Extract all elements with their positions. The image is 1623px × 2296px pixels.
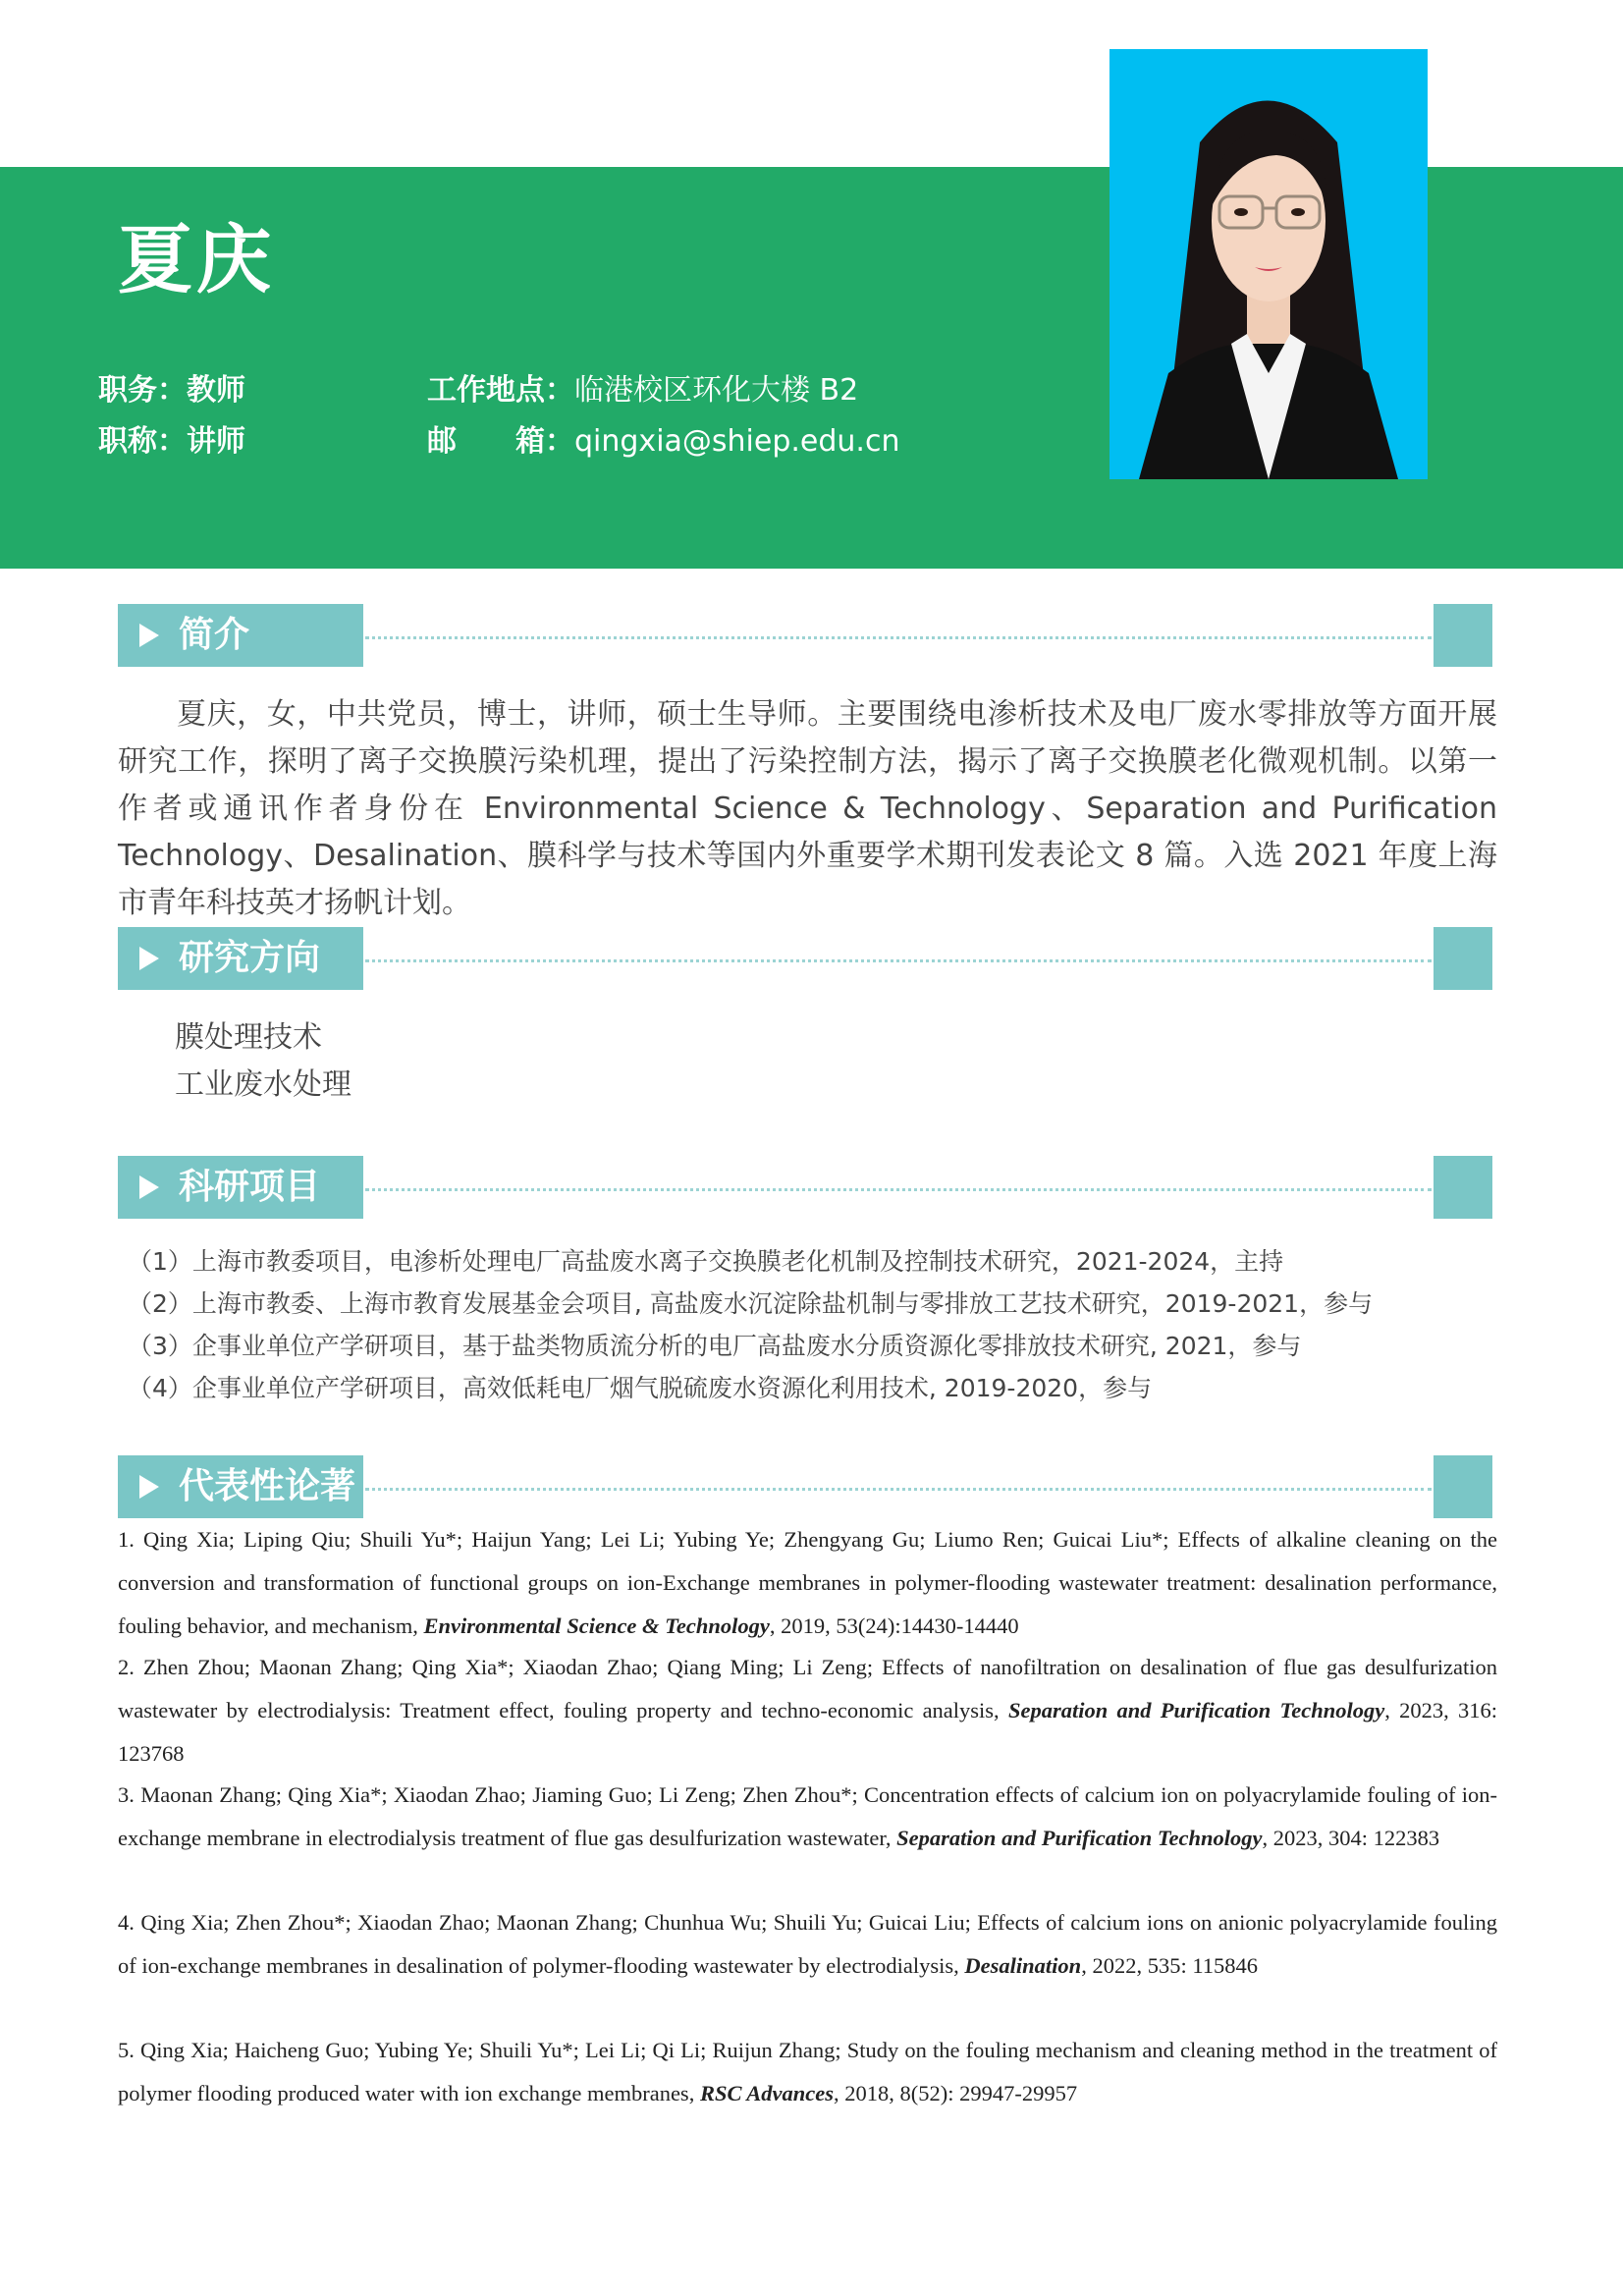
section-title-projects: 科研项目 (179, 1167, 321, 1207)
portrait-illustration (1109, 49, 1428, 479)
paper-item (118, 2029, 1497, 2115)
section-divider (365, 959, 1432, 962)
person-name: 夏庆 (118, 216, 275, 303)
section-title-papers: 代表性论著 (179, 1466, 356, 1506)
section-end-block (1434, 1455, 1492, 1518)
email-label: 邮 箱： (427, 424, 574, 459)
paper-citation: , 2019, 53(24):14430-14440 (769, 1613, 1019, 1638)
research-item: 膜处理技术 (175, 1020, 322, 1055)
location-info (427, 371, 858, 410)
location-value: 临港校区环化大楼 B2 (574, 373, 859, 408)
section-tab-papers (118, 1455, 363, 1518)
portrait-photo (1109, 49, 1428, 479)
email-info (427, 422, 899, 462)
paper-citation: , 2022, 535: 115846 (1081, 1953, 1258, 1978)
paper-journal: Environmental Science & Technology (423, 1613, 770, 1638)
section-tab-research (118, 927, 363, 990)
project-item: （2）上海市教委、上海市教育发展基金会项目, 高盐废水沉淀除盐机制与零排放工艺技术研究，2019-2021，参与 (128, 1289, 1374, 1318)
project-item: （3）企事业单位产学研项目，基于盐类物质流分析的电厂高盐废水分质资源化零排放技术研究, 2021，参与 (128, 1332, 1302, 1360)
paper-authors-title: 3. Maonan Zhang; Qing Xia*; Xiaodan Zhao; Jiaming Guo; Li Zeng; Zhen Zhou*; Concentration effects of calcium ion on polyacrylamide fouling of ion-exchange membrane in electrodialysis treatment of flue gas desulfurization wastewater, (118, 1782, 1497, 1850)
paper-item (118, 1901, 1497, 1988)
section-tab-projects (118, 1156, 363, 1219)
paper-item (118, 1774, 1497, 1860)
location-label: 工作地点： (427, 373, 574, 408)
paper-authors-title: 4. Qing Xia; Zhen Zhou*; Xiaodan Zhao; Maonan Zhang; Chunhua Wu; Shuili Yu; Guicai Liu; Effects of calcium ions on anionic polyacrylamide fouling of ion-exchange membranes in desalination of polymer-flooding wastewater by electrodialysis, (118, 1910, 1497, 1978)
title-value: 讲师 (187, 424, 245, 459)
section-divider (365, 1188, 1432, 1191)
title-info (98, 422, 245, 462)
paper-journal: Separation and Purification Technology (896, 1826, 1263, 1850)
duty-value: 教师 (187, 373, 245, 408)
triangle-icon (139, 1175, 159, 1199)
section-end-block (1434, 927, 1492, 990)
paper-journal: Separation and Purification Technology (1007, 1698, 1385, 1722)
paper-item (118, 1646, 1497, 1776)
paper-journal: Desalination (964, 1953, 1082, 1978)
triangle-icon (139, 624, 159, 647)
research-item: 工业废水处理 (175, 1067, 352, 1102)
paper-citation: , 2023, 304: 122383 (1262, 1826, 1440, 1850)
section-tab-intro (118, 604, 363, 667)
intro-paragraph: 夏庆，女，中共党员，博士，讲师，硕士生导师。主要围绕电渗析技术及电厂废水零排放等方面开展研究工作，探明了离子交换膜污染机理，提出了污染控制方法，揭示了离子交换膜老化微观机制。以第一作者或通讯作者身份在 Environmental Science & Technology、Separation and Purification Technology、Desalination、膜科学与技术等国内外重要学术期刊发表论文 8 篇。入选 2021 年度上海市青年科技英才扬帆计划。 (118, 697, 1497, 920)
project-item: （1）上海市教委项目，电渗析处理电厂高盐废水离子交换膜老化机制及控制技术研究，2021-2024，主持 (128, 1247, 1284, 1276)
paper-authors-title: 2. Zhen Zhou; Maonan Zhang; Qing Xia*; Xiaodan Zhao; Qiang Ming; Li Zeng; Effects of nanofiltration on desalination of flue gas desulfurization wastewater by electrodialysis: Treatment effect, fouling property and techno-economic analysis, (118, 1655, 1497, 1722)
triangle-icon (139, 947, 159, 970)
project-item: （4）企事业单位产学研项目，高效低耗电厂烟气脱硫废水资源化利用技术, 2019-2020，参与 (128, 1374, 1153, 1402)
paper-authors-title: 5. Qing Xia; Haicheng Guo; Yubing Ye; Shuili Yu*; Lei Li; Qi Li; Ruijun Zhang; Study on the fouling mechanism and cleaning method in the treatment of polymer flooding produced water with ion exchange membranes, (118, 2038, 1497, 2105)
section-divider (365, 636, 1432, 639)
section-end-block (1434, 1156, 1492, 1219)
paper-journal: RSC Advances (699, 2081, 835, 2105)
paper-item (118, 1518, 1497, 1648)
duty-info (98, 371, 245, 410)
section-end-block (1434, 604, 1492, 667)
paper-citation: , 2023, 316: 123768 (118, 1698, 1497, 1766)
section-title-research: 研究方向 (179, 938, 321, 978)
duty-label: 职务： (98, 373, 187, 408)
paper-citation: , 2018, 8(52): 29947-29957 (834, 2081, 1078, 2105)
title-label: 职称： (98, 424, 187, 459)
paper-authors-title: 1. Qing Xia; Liping Qiu; Shuili Yu*; Haijun Yang; Lei Li; Yubing Ye; Zhengyang Gu; Liumo Ren; Guicai Liu*; Effects of alkaline cleaning on the conversion and transformation of functional groups on ion-Exchange membranes in polymer-flooding wastewater treatment: desalination performance, fouling behavior, and mechanism, (118, 1527, 1497, 1638)
section-title-intro: 简介 (179, 615, 250, 655)
triangle-icon (139, 1475, 159, 1499)
email-value: qingxia@shiep.edu.cn (574, 424, 900, 459)
section-divider (365, 1488, 1432, 1491)
